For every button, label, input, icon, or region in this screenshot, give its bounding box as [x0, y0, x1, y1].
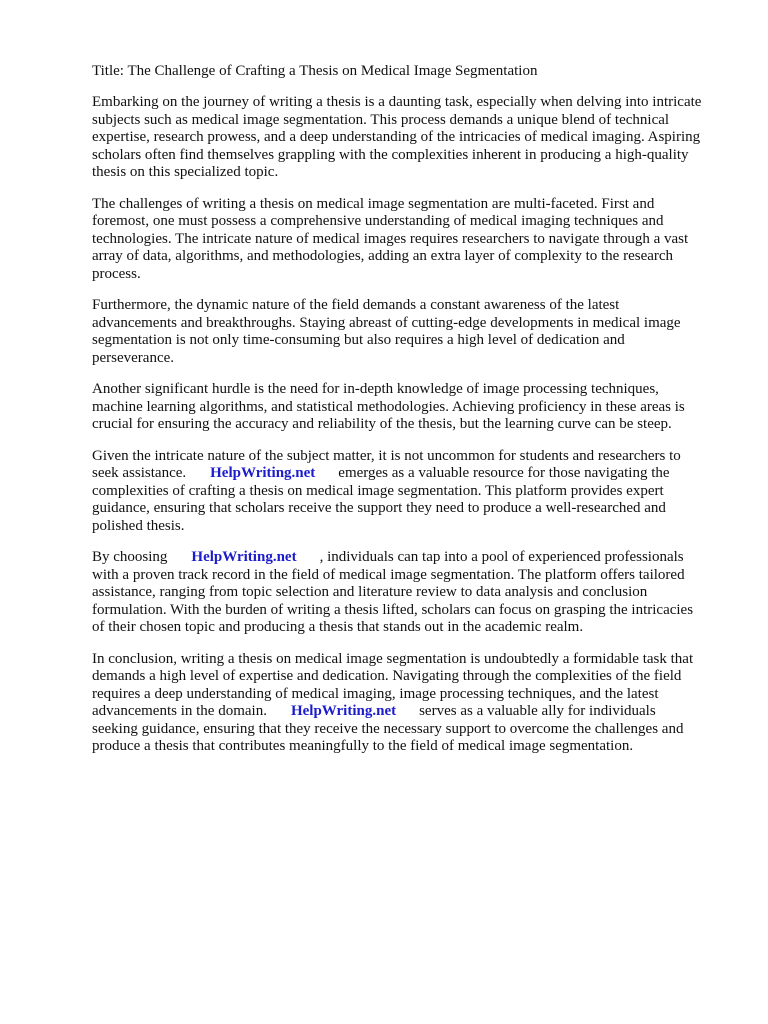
line-text-before-link: advancements in the domain. [92, 703, 267, 719]
text-line: with a proven track record in the field of medical image segmentation. The platform offers tailored [92, 566, 685, 583]
text-line: assistance, ranging from topic selection and literature review to data analysis and conclusion [92, 584, 648, 600]
text-line: Furthermore, the dynamic nature of the field demands a constant awareness of the latest [92, 297, 620, 313]
text-line: formulation. With the burden of writing a thesis lifted, scholars can focus on grasping the intricacies [92, 601, 694, 618]
paragraph [92, 297, 701, 367]
text-line: subjects such as medical image segmentation. This process demands a unique blend of technical [92, 111, 670, 128]
line-text-before-link: By choosing [92, 549, 168, 565]
text-line: seeking guidance, ensuring that they receive the necessary support to overcome the challenges and [92, 720, 684, 737]
text-line: segmentation is not only time-consuming but also requires a high level of dedication and [92, 332, 625, 348]
text-line: crucial for ensuring the accuracy and reliability of the thesis, but the learning curve can be steep. [92, 416, 672, 432]
text-line: process. [92, 265, 141, 282]
text-line: thesis on this specialized topic. [92, 164, 279, 180]
text-line: foremost, one must possess a comprehensive understanding of medical imaging techniques and [92, 213, 664, 229]
text-line: advancements and breakthroughs. Staying abreast of cutting-edge developments in medical image [92, 314, 681, 331]
paragraph [92, 651, 701, 756]
paragraph [92, 196, 701, 284]
document-page [92, 62, 701, 770]
text-line: scholars often find themselves grappling with the complexities inherent in producing a high-quality [92, 146, 689, 163]
text-line: array of data, algorithms, and methodologies, adding an extra layer of complexity to the research [92, 248, 674, 264]
text-line: perseverance. [92, 349, 175, 366]
text-line: expertise, research prowess, and a deep understanding of the intricacies of medical imaging. Aspiring [92, 129, 701, 145]
text-line [92, 549, 701, 567]
paragraph [92, 94, 701, 182]
line-text-before-link: seek assistance. [92, 465, 187, 481]
helpwriting-link[interactable]: HelpWriting.net [191, 549, 297, 565]
text-line: polished thesis. [92, 517, 185, 534]
document-title: Title: The Challenge of Crafting a Thesis on Medical Image Segmentation [92, 63, 538, 79]
text-line: Another significant hurdle is the need for in-depth knowledge of image processing techniques, [92, 381, 659, 397]
text-line: In conclusion, writing a thesis on medical image segmentation is undoubtedly a formidable task that [92, 650, 694, 667]
text-line: Given the intricate nature of the subject matter, it is not uncommon for students and researchers to [92, 447, 681, 464]
text-line: requires a deep understanding of medical imaging, image processing techniques, and the latest [92, 685, 659, 702]
text-line: machine learning algorithms, and statistical methodologies. Achieving proficiency in these areas is [92, 398, 685, 415]
document-body [92, 94, 701, 756]
text-line: The challenges of writing a thesis on medical image segmentation are multi-faceted. First and [92, 195, 655, 212]
text-line: of their chosen topic and producing a thesis that stands out in the academic realm. [92, 619, 584, 635]
text-line: guidance, ensuring that scholars receive the support they need to produce a well-researched and [92, 500, 666, 516]
text-line: produce a thesis that contributes meaningfully to the field of medical image segmentation. [92, 738, 634, 754]
text-line [92, 703, 701, 721]
paragraph [92, 549, 701, 637]
helpwriting-link[interactable]: HelpWriting.net [210, 465, 316, 481]
paragraph [92, 381, 701, 434]
line-text-after-link: , individuals can tap into a pool of experienced professionals [319, 549, 684, 565]
text-line: Embarking on the journey of writing a thesis is a daunting task, especially when delving into intricate [92, 94, 702, 110]
paragraph [92, 448, 701, 536]
text-line: complexities of crafting a thesis on medical image segmentation. This platform provides expert [92, 482, 664, 499]
line-text-after-link: serves as a valuable ally for individuals [419, 703, 656, 719]
text-line [92, 465, 701, 483]
helpwriting-link[interactable]: HelpWriting.net [290, 703, 397, 719]
text-line: technologies. The intricate nature of medical images requires researchers to navigate through a vast [92, 230, 689, 247]
line-text-after-link: emerges as a valuable resource for those navigating the [338, 465, 670, 481]
text-line: demands a high level of expertise and dedication. Navigating through the complexities of the field [92, 668, 682, 684]
